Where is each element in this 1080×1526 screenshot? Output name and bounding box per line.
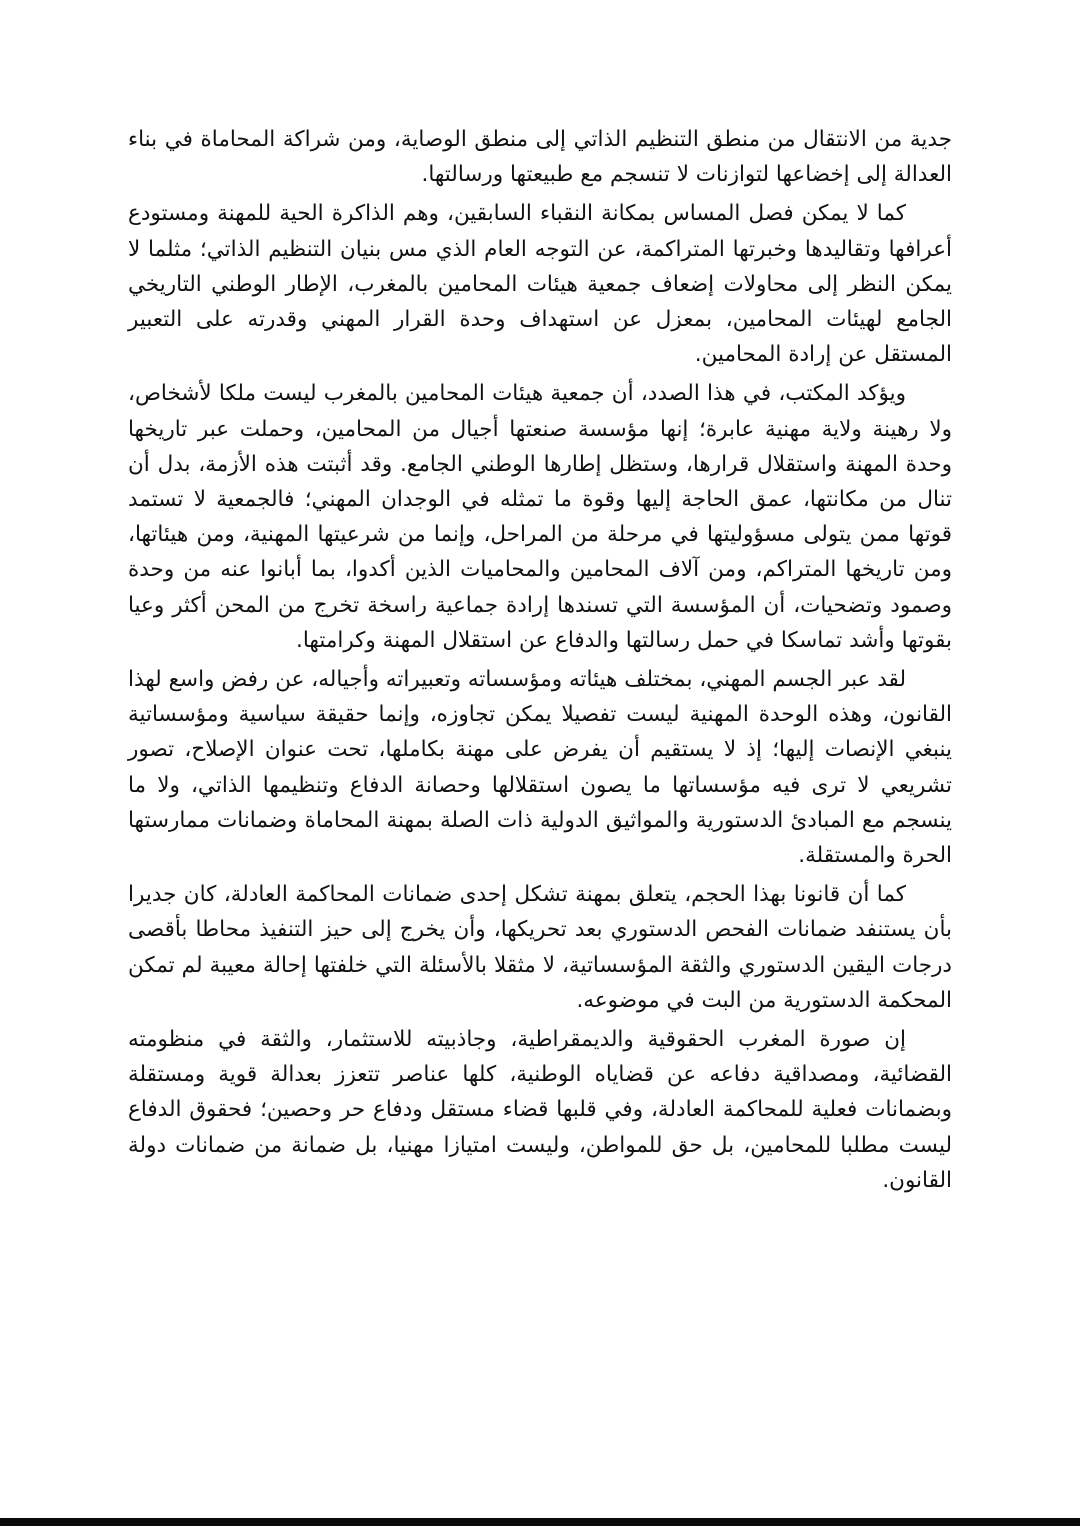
paragraph-professional-rejection: لقد عبر الجسم المهني، بمختلف هيئاته ومؤسساته وتعبيراته وأجياله، عن رفض واسع لهذا القانون، وهذه الوحدة المهنية ليست تفصيلا يمكن تجاوزه، وإنما حقيقة سياسية ومؤسساتية ينبغي الإنصات إليها؛ إذ لا يستقيم أن يفرض على مهنة بكاملها، تحت عنوان الإصلاح، تصور تشريعي لا ترى فيه مؤسساتها ما يصون استقلالها وحصانة الدفاع وتنظيمها الذاتي، ولا ما ينسجم مع المبادئ الدستورية والمواثيق الدولية ذات الصلة بمهنة المحاماة وضمانات ممارستها الحرة والمستقلة. [128, 667, 952, 869]
document-body [128, 122, 952, 1198]
paragraph-constitutional-review: كما أن قانونا بهذا الحجم، يتعلق بمهنة تشكل إحدى ضمانات المحاكمة العادلة، كان جديرا بأن يستنفد ضمانات الفحص الدستوري بعد تحريكها، وأن يخرج إلى حيز التنفيذ محاطا بأقصى درجات اليقين الدستوري والثقة المؤسساتية، لا مثقلا بالأسئلة التي خلفتها إحالة معيبة لم تمكن المحكمة الدستورية من البت في موضوعه. [128, 882, 952, 1013]
bottom-border [0, 1518, 1080, 1526]
paragraph-rule-of-law: إن صورة المغرب الحقوقية والديمقراطية، وجاذبيته للاستثمار، والثقة في منظومته القضائية، ومصداقية دفاعه عن قضاياه الوطنية، كلها عناصر تتعزز بعدالة قوية ومستقلة وبضمانات فعلية للمحاكمة العادلة، وفي قلبها قضاء مستقل ودفاع حر وحصين؛ فحقوق الدفاع ليست مطلبا للمحامين، بل حق للمواطن، وليست امتيازا مهنيا، بل ضمانة من ضمانات دولة القانون. [128, 1027, 952, 1193]
paragraph-association-unity: ويؤكد المكتب، في هذا الصدد، أن جمعية هيئات المحامين بالمغرب ليست ملكا لأشخاص، ولا رهينة ولاية مهنية عابرة؛ إنها مؤسسة صنعتها أجيال من المحامين، وحملت عبر تاريخها وحدة المهنة واستقلال قرارها، وستظل إطارها الوطني الجامع. وقد أثبتت هذه الأزمة، بدل أن تنال من مكانتها، عمق الحاجة إليها وقوة ما تمثله في الوجدان المهني؛ فالجمعية لا تستمد قوتها ممن يتولى مسؤوليتها في مرحلة من المراحل، وإنما من شرعيتها المهنية، ومن هيئاتها، ومن تاريخها المتراكم، ومن آلاف المحامين والمحاميات الذين أكدوا، بما أبانوا عنه من وحدة وصمود وتضحيات، أن المؤسسة التي تسندها إرادة جماعية راسخة تخرج من المحن أكثر وعيا بقوتها وأشد تماسكا في حمل رسالتها والدفاع عن استقلال المهنة وكرامتها. [128, 381, 952, 653]
paragraph-former-bar-presidents: كما لا يمكن فصل المساس بمكانة النقباء السابقين، وهم الذاكرة الحية للمهنة ومستودع أعرافها وتقاليدها وخبرتها المتراكمة، عن التوجه العام الذي مس بنيان التنظيم الذاتي؛ مثلما لا يمكن النظر إلى محاولات إضعاف جمعية هيئات المحامين بالمغرب، الإطار الوطني التاريخي الجامع لهيئات المحامين، بمعزل عن استهداف وحدة القرار المهني وقدرته على التعبير المستقل عن إرادة المحامين. [128, 201, 952, 368]
paragraph-continuation: جدية من الانتقال من منطق التنظيم الذاتي إلى منطق الوصاية، ومن شراكة المحاماة في بناء العدالة إلى إخضاعها لتوازنات لا تنسجم مع طبيعتها ورسالتها. [128, 127, 952, 188]
